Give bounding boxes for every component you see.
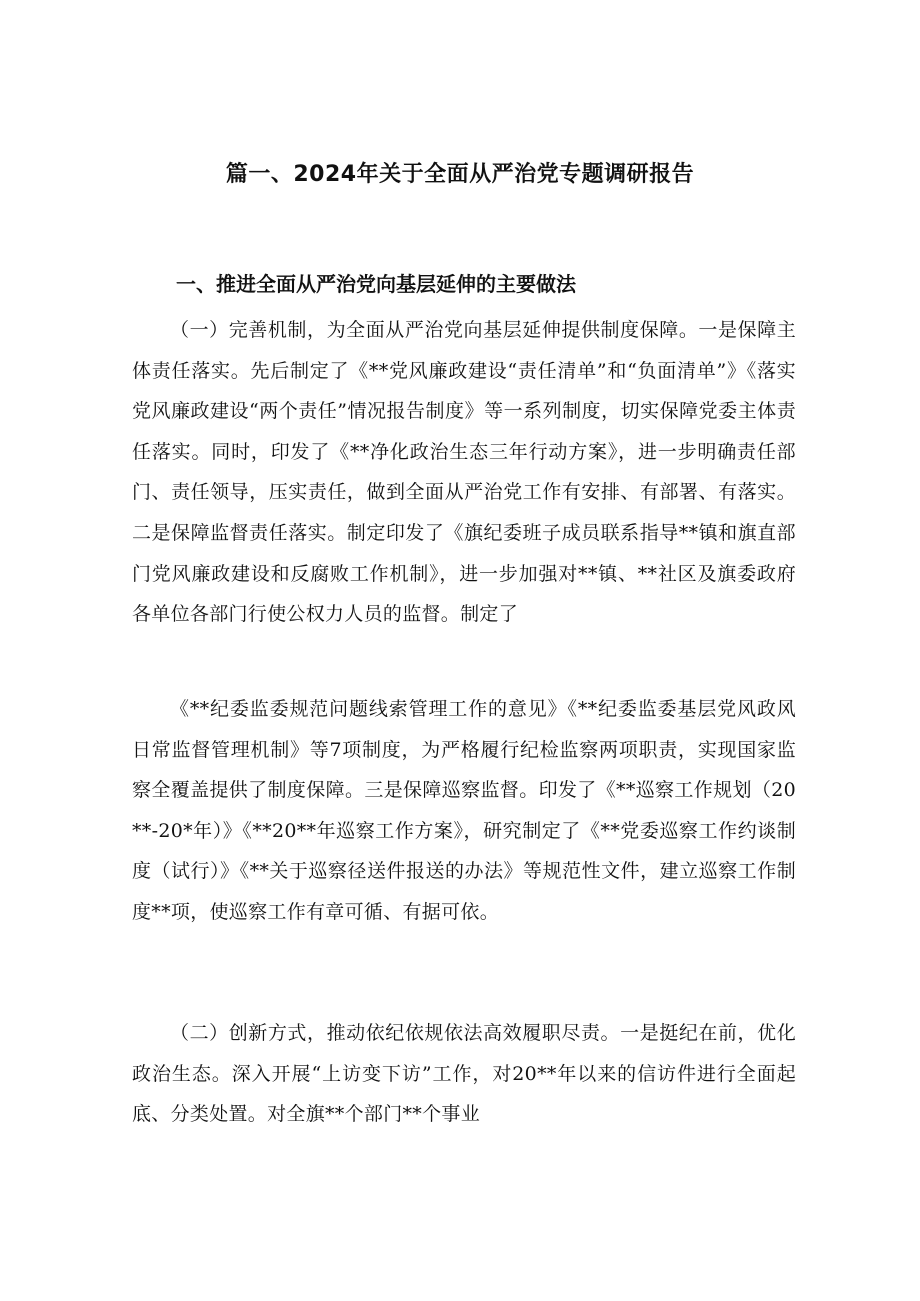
section-heading: 一、推进全面从严治党向基层延伸的主要做法 xyxy=(176,272,576,296)
body-paragraph: （二）创新方式，推动依纪依规依法高效履职尽责。一是挺纪在前，优化政治生态。深入开展“上访变下访”工作，对20**年以来的信访件进行全面起底、分类处置。对全旗**个部门**个事业 xyxy=(132,1022,796,1126)
document-title: 篇一、2024年关于全面从严治党专题调研报告 xyxy=(225,162,695,187)
body-paragraph: 《**纪委监委规范问题线索管理工作的意见》《**纪委监委基层党风政风日常监督管理机制》等7项制度，为严格履行纪检监察两项职责，实现国家监察全覆盖提供了制度保障。三是保障巡察监督。印发了《**巡察工作规划（20**-20*年）》《**20**年巡察工作方案》，研究制定了《**党委巡察工作约谈制度（试行）》《**关于巡察径送件报送的办法》等规范性文件，建立巡察工作制度**项，使巡察工作有章可循、有据可依。 xyxy=(132,698,796,923)
body-paragraph: （一）完善机制，为全面从严治党向基层延伸提供制度保障。一是保障主体责任落实。先后制定了《**党风廉政建设“责任清单”和“负面清单”》《落实党风廉政建设“两个责任”情况报告制度》等一系列制度，切实保障党委主体责任落实。同时，印发了《**净化政治生态三年行动方案》，进一步明确责任部门、责任领导，压实责任，做到全面从严治党工作有安排、有部署、有落实。二是保障监督责任落实。制定印发了《旗纪委班子成员联系指导**镇和旗直部门党风廉政建设和反腐败工作机制》，进一步加强对**镇、**社区及旗委政府各单位各部门行使公权力人员的监督。制定了 xyxy=(132,319,796,626)
